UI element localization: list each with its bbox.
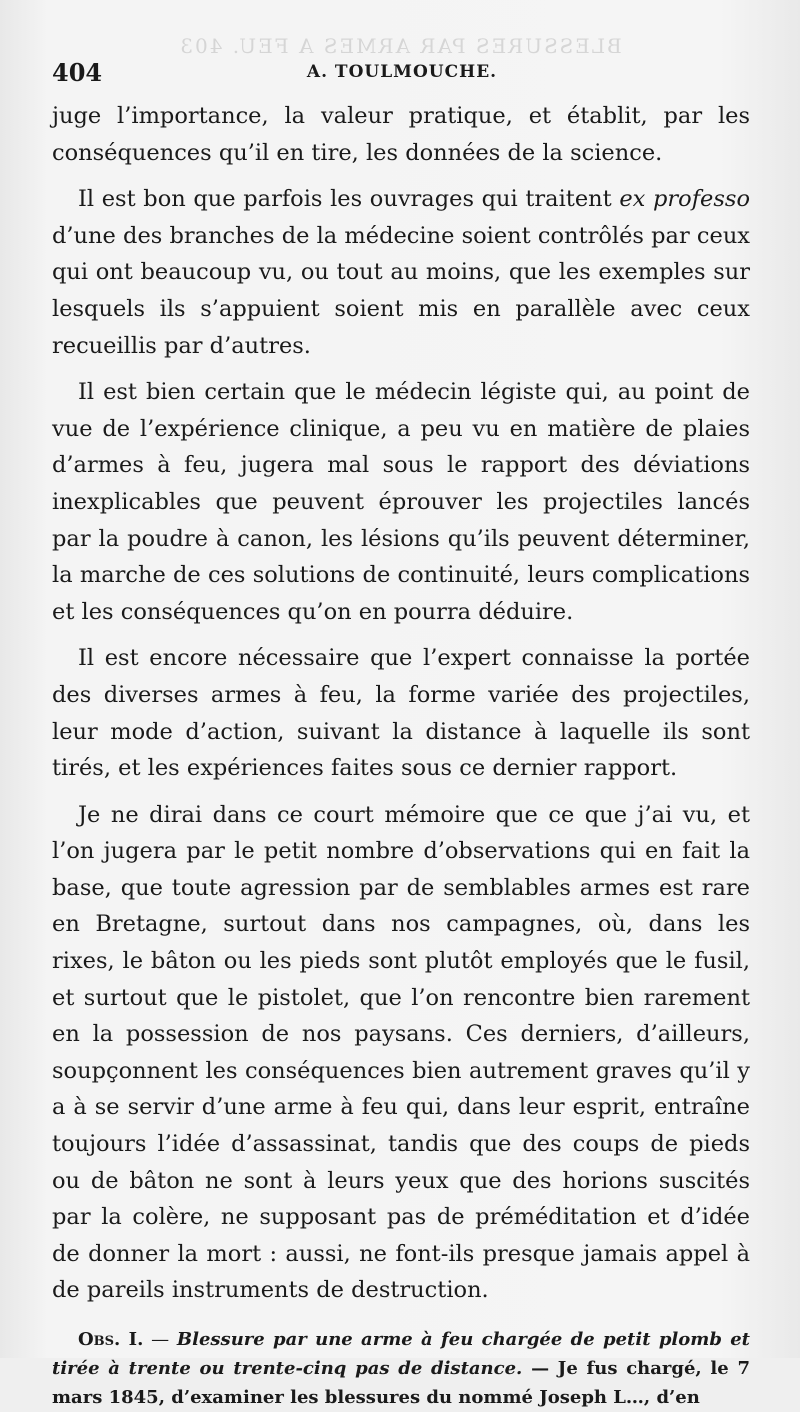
paragraph-3: Il est bien certain que le médecin légiste qui, au point de vue de l’expérience clinique, a peu vu en matière de plaies d’armes à feu, jugera mal sous le rapport des déviations inexplicables que peuvent éprouver les projectiles lancés par la poudre à canon, les lésions qu’ils peuvent déterminer, la marche de ces solutions de continuité, leurs complications et les conséquences qu’on en pourra déduire. — [52, 379, 750, 625]
observation-title: Blessure par une arme à feu chargée de petit plomb et tirée à trente ou trente-cinq pas de distance. — [52, 1329, 750, 1379]
running-title: A. TOULMOUCHE. — [306, 62, 498, 82]
observation-label: Obs. I. — [78, 1329, 144, 1350]
observation-paragraph — [52, 1325, 750, 1412]
latin-phrase: ex professo — [619, 186, 750, 213]
paragraph-2-end: d’une des branches de la médecine soient contrôlés par ceux qui ont beaucoup vu, ou tout au moins, que les exemples sur lesquels ils s’appuient soient mis en parallèle avec ceux recueillis par d’autres. — [52, 222, 750, 359]
observation-text-end: , d’examiner les blessures du nommé Joseph L…, d’en — [158, 1387, 700, 1408]
paragraph-1: juge l’importance, la valeur pratique, et établit, par les conséquences qu’il en tire, les données de la science. — [52, 103, 750, 166]
observation-text-start: — Je fus chargé, le — [522, 1358, 738, 1379]
paragraph-5: Je ne dirai dans ce court mémoire que ce que j’ai vu, et l’on jugera par le petit nombre d’observations qui en fait la base, que toute agression par de semblables armes est rare en Bretagne, surtout dans nos campagnes, où, dans les rixes, le bâton ou les pieds sont plutôt employés que le fusil, et surtout que le pistolet, que l’on rencontre bien rarement en la possession de nos paysans. Ces derniers, d’ailleurs, soupçonnent les conséquences bien autrement graves qu’il y a à se servir d’une arme à feu qui, dans leur esprit, entraîne toujours l’idée d’assassinat, tandis que des coups de pieds ou de bâton ne sont à leurs yeux que des horions suscités par la colère, ne supposant pas de préméditation et d’idée de donner la mort : aussi, ne font-ils presque jamais appel à de pareils instruments de destruction. — [52, 801, 750, 1304]
bleed-through-text: BLESSURES PAR ARMES A FEU. 403 — [178, 34, 622, 58]
observation-dash: — — [143, 1329, 177, 1350]
observation-date: 7 mars 1845 — [52, 1358, 750, 1408]
page-number: 404 — [52, 58, 103, 87]
paragraph-2-start: Il est bon que parfois les ouvrages qui traitent — [78, 186, 620, 213]
paragraph-4: Il est encore nécessaire que l’expert connaisse la portée des diverses armes à feu, la forme variée des projectiles, leur mode d’action, suivant la distance à laquelle ils sont tirés, et les expériences faites sous ce dernier rapport. — [52, 645, 750, 782]
body-text — [52, 98, 750, 1412]
paragraph-2 — [52, 181, 750, 364]
running-header — [52, 58, 752, 86]
